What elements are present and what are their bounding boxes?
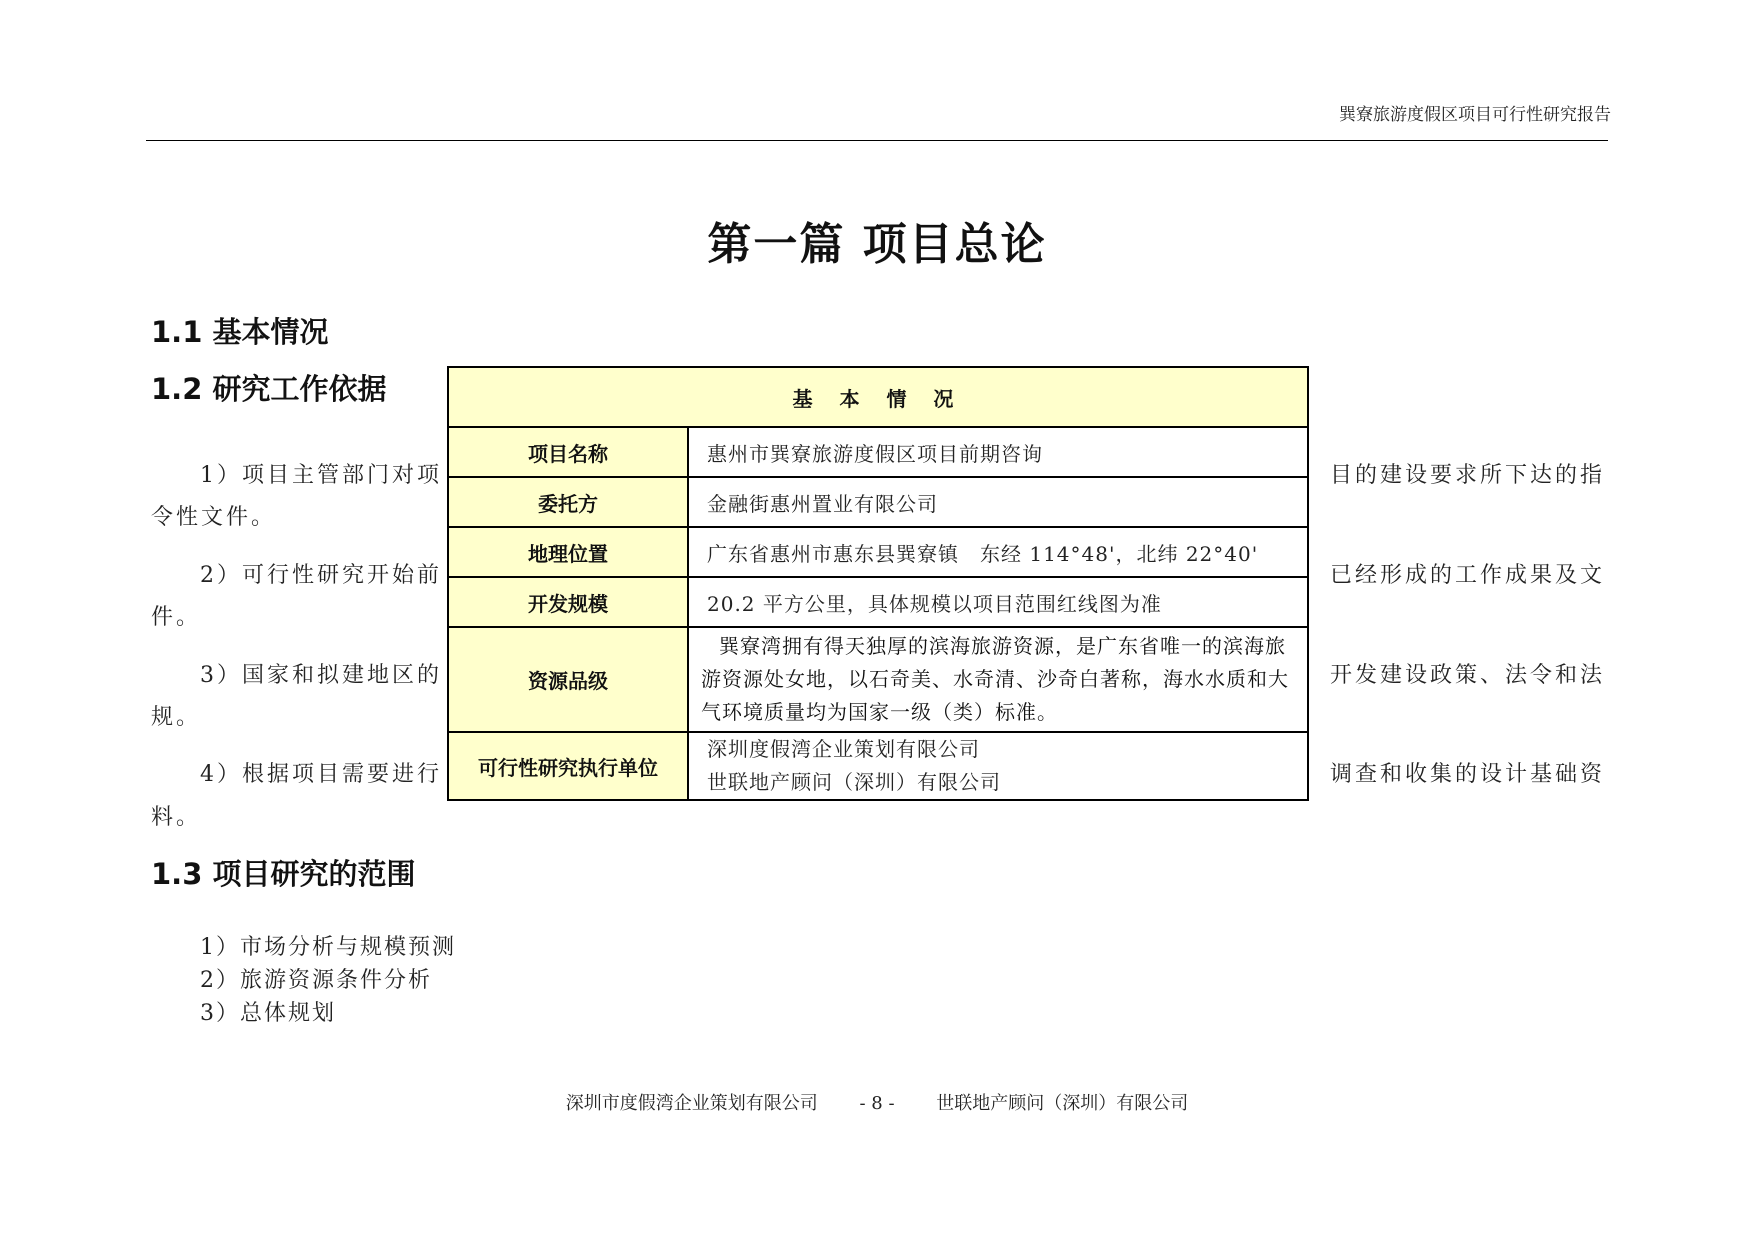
- chapter-title: 第一篇 项目总论: [707, 219, 1047, 270]
- scope-item-2: 2）旅游资源条件分析: [200, 968, 432, 993]
- row-label-executing-units: 可行性研究执行单位: [448, 732, 688, 800]
- running-header: 巽寮旅游度假区项目可行性研究报告: [1339, 105, 1611, 125]
- executing-unit-2: 世联地产顾问（深圳）有限公司: [707, 770, 1001, 794]
- row-label-location: 地理位置: [448, 527, 688, 577]
- basis-item-3-right: 开发建设政策、法令和法: [1330, 663, 1606, 688]
- row-value-project-name: 惠州市巽寮旅游度假区项目前期咨询: [688, 427, 1308, 477]
- basis-item-1-cont: 令性文件。: [151, 505, 277, 530]
- basis-item-2-right: 已经形成的工作成果及文: [1330, 563, 1606, 588]
- table-row: [448, 577, 1308, 627]
- table-row: [448, 732, 1308, 800]
- basis-item-1-left: 1）项目主管部门对项: [200, 463, 442, 488]
- basis-item-4-right: 调查和收集的设计基础资: [1330, 762, 1606, 787]
- footer-company-left: 深圳市度假湾企业策划有限公司: [565, 1093, 818, 1114]
- basis-item-1-right: 目的建设要求所下达的指: [1330, 463, 1606, 488]
- row-value-location: 广东省惠州市惠东县巽寮镇 东经 114°48'，北纬 22°40': [688, 527, 1308, 577]
- basis-item-3-cont: 规。: [151, 705, 202, 730]
- row-value-scale: 20.2 平方公里，具体规模以项目范围红线图为准: [688, 577, 1308, 627]
- scope-item-3: 3）总体规划: [200, 1001, 336, 1026]
- row-value-resource-grade: 巽寮湾拥有得天独厚的滨海旅游资源，是广东省唯一的滨海旅游资源处女地，以石奇美、水奇清、沙奇白著称，海水水质和大气环境质量均为国家一级（类）标准。: [688, 627, 1308, 732]
- section-heading-1-2: 1.2 研究工作依据: [151, 372, 387, 406]
- scope-item-1: 1）市场分析与规模预测: [200, 935, 456, 960]
- basis-item-4-left: 4）根据项目需要进行: [200, 762, 442, 787]
- section-heading-1-1: 1.1 基本情况: [151, 315, 329, 349]
- row-value-executing-units: [688, 732, 1308, 800]
- row-label-project-name: 项目名称: [448, 427, 688, 477]
- basis-item-3-left: 3）国家和拟建地区的: [200, 663, 442, 688]
- basis-item-2-cont: 件。: [151, 605, 202, 630]
- table-row: [448, 427, 1308, 477]
- row-label-resource-grade: 资源品级: [448, 627, 688, 732]
- table-heading: 基 本 情 况: [448, 367, 1308, 427]
- row-label-client: 委托方: [448, 477, 688, 527]
- table-row: [448, 527, 1308, 577]
- table-row: [448, 627, 1308, 732]
- page-number: - 8 -: [859, 1093, 895, 1114]
- executing-unit-1: 深圳度假湾企业策划有限公司: [707, 737, 980, 761]
- page-footer: [0, 1089, 1754, 1115]
- basic-info-table: [447, 366, 1309, 801]
- basis-item-4-cont: 料。: [151, 805, 202, 830]
- basis-item-2-left: 2）可行性研究开始前: [200, 563, 442, 588]
- row-label-scale: 开发规模: [448, 577, 688, 627]
- footer-company-right: 世联地产顾问（深圳）有限公司: [936, 1093, 1189, 1114]
- table-row: [448, 477, 1308, 527]
- section-heading-1-3: 1.3 项目研究的范围: [151, 857, 416, 891]
- row-value-client: 金融街惠州置业有限公司: [688, 477, 1308, 527]
- header-divider: [146, 140, 1608, 141]
